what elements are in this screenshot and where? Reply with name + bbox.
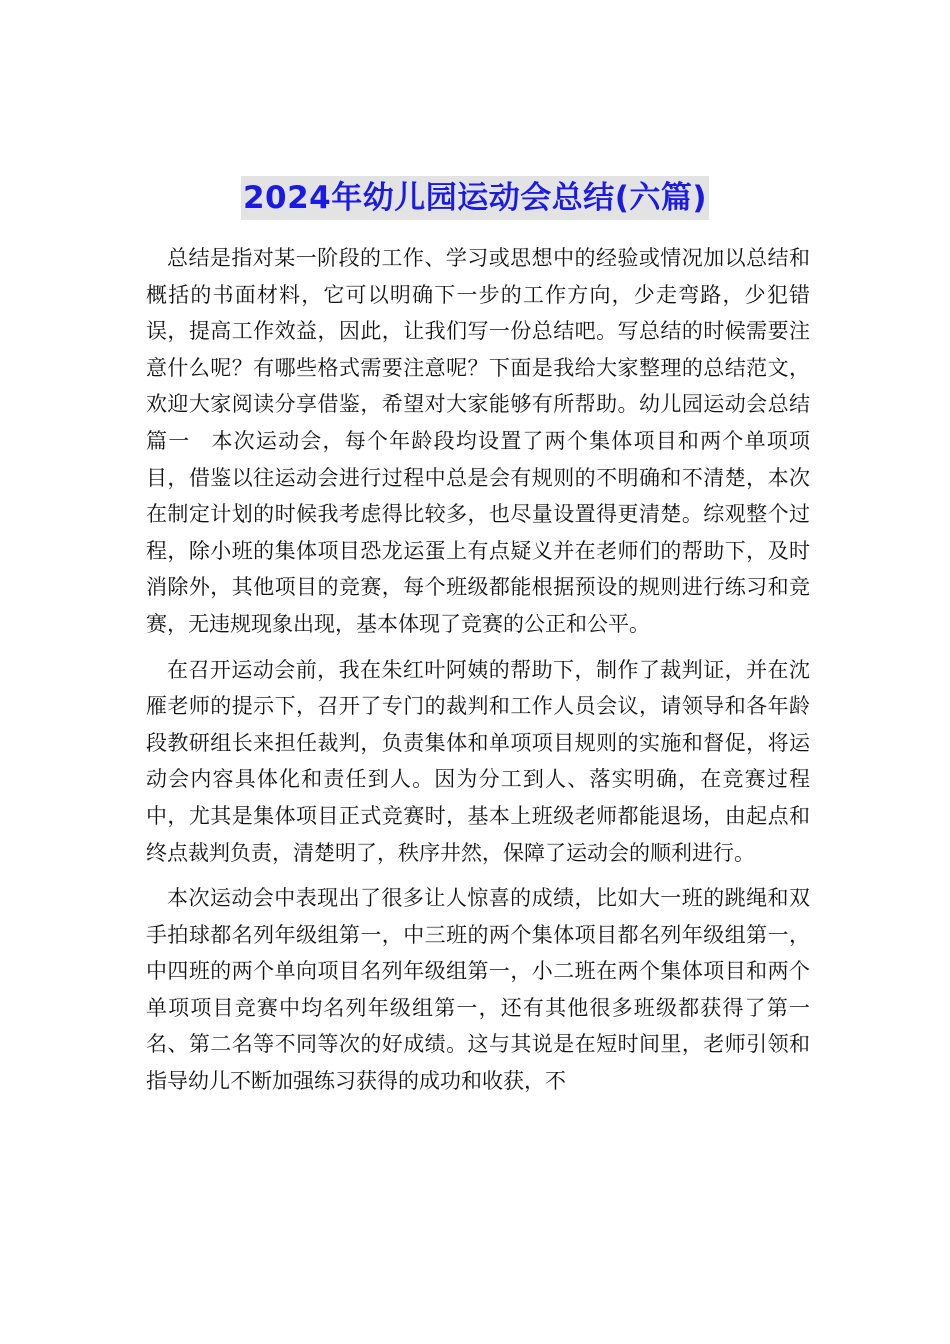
intro-paragraph (146, 240, 810, 643)
section-heading: 幼儿园运动会总结篇一 (146, 392, 811, 453)
document-title: 2024年幼儿园运动会总结(六篇) (241, 176, 709, 220)
title-container (0, 176, 950, 220)
intro-text: 总结是指对某一阶段的工作、学习或思想中的经验或情况加以总结和概括的书面材料，它可以明确下一步的工作方向，少走弯路，少犯错误，提高工作效益，因此，让我们写一份总结吧。写总结的时候需要注意什么呢？有哪些格式需要注意呢？下面是我给大家整理的总结范文，欢迎大家阅读分享借鉴，希望对大家能够有所帮助。 (146, 246, 810, 417)
document-body (146, 240, 810, 1109)
section-lead-text: 本次运动会，每个年龄段均设置了两个集体项目和两个单项项目，借鉴以往运动会进行过程中总是会有规则的不明确和不清楚，本次在制定计划的时候我考虑得比较多，也尽量设置得更清楚。综观整个过程，除小班的集体项目恐龙运蛋上有点疑义并在老师们的帮助下，及时消除外，其他项目的竞赛，每个班级都能根据预设的规则进行练习和竞赛，无违规现象出现，基本体现了竞赛的公正和公平。 (146, 428, 811, 636)
body-paragraph: 本次运动会中表现出了很多让人惊喜的成绩，比如大一班的跳绳和双手拍球都名列年级组第一，中三班的两个集体项目都名列年级组第一，中四班的两个单向项目名列年级组第一，小二班在两个集体项目和两个单项项目竞赛中均名列年级组第一，还有其他很多班级都获得了第一名、第二名等不同等次的好成绩。这与其说是在短时间里，老师引领和指导幼儿不断加强练习获得的成功和收获，不 (146, 886, 810, 1094)
body-paragraph: 在召开运动会前，我在朱红叶阿姨的帮助下，制作了裁判证，并在沈雁老师的提示下，召开了专门的裁判和工作人员会议，请领导和各年龄段教研组长来担任裁判，负责集体和单项项目规则的实施和督促，将运动会内容具体化和责任到人。因为分工到人、落实明确，在竞赛过程中，尤其是集体项目正式竞赛时，基本上班级老师都能退场，由起点和终点裁判负责，清楚明了，秩序井然，保障了运动会的顺利进行。 (146, 657, 810, 865)
